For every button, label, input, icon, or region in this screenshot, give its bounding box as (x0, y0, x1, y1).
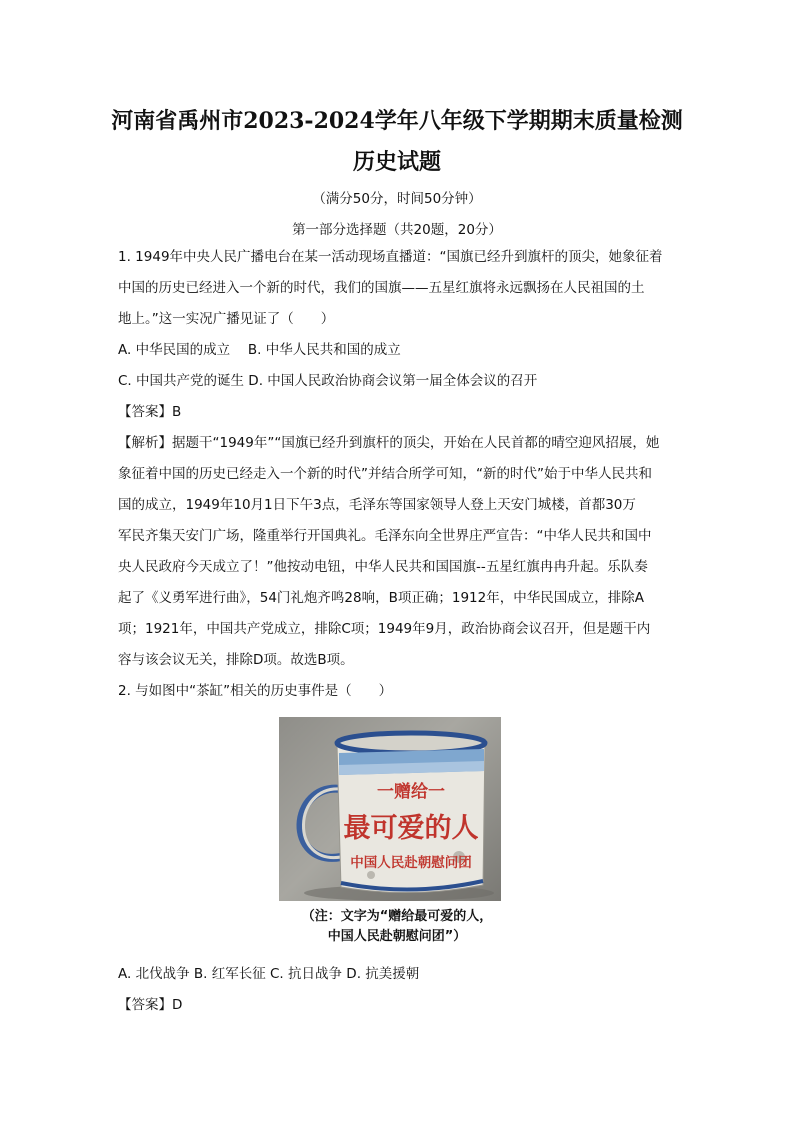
exam-title: 河南省禹州市2023-2024学年八年级下学期期末质量检测 (111, 108, 683, 134)
q1-analysis-line-4: 军民齐集天安门广场，隆重举行开国典礼。毛泽东向全世界庄严宣告：“中华人民共和国中 (118, 528, 652, 544)
q1-analysis-line-6: 起了《义勇军进行曲》，54门礼炮齐鸣28响，B项正确；1912年，中华民国成立，排除A (118, 590, 644, 606)
mug-text-line-3: 中国人民赴朝慰问团 (350, 855, 472, 871)
mug-illustration (279, 717, 501, 901)
q2-options: A. 北伐战争 B. 红军长征 C. 抗日战争 D. 抗美援朝 (118, 966, 420, 982)
mug-text-line-1: 一赠给一 (377, 782, 445, 802)
q1-analysis-line-3: 国的成立，1949年10月1日下午3点，毛泽东等国家领导人登上天安门城楼，首都30万 (118, 497, 636, 513)
mug-text-line-2: 最可爱的人 (343, 813, 479, 844)
q1-stem-line-3: 地上。”这一实况广播见证了（ ） (118, 311, 335, 327)
q2-answer: 【答案】D (118, 997, 183, 1013)
q1-analysis-line-5: 央人民政府今天成立了！”他按动电钮，中华人民共和国国旗--五星红旗冉冉升起。乐队奏 (118, 559, 648, 575)
q1-analysis-line-8: 容与该会议无关，排除D项。故选B项。 (118, 652, 354, 668)
score-info: （满分50分，时间50分钟） (312, 191, 482, 207)
enamel-mug-photo (279, 717, 501, 901)
q2-stem: 2. 与如图中“茶缸”相关的历史事件是（ ） (118, 683, 393, 699)
q1-analysis-line-7: 项；1921年，中国共产党成立，排除C项；1949年9月，政治协商会议召开，但是题干内 (118, 621, 651, 637)
q1-stem-line-2: 中国的历史已经进入一个新的时代，我们的国旗——五星红旗将永远飘扬在人民祖国的土 (118, 280, 645, 296)
q1-analysis-line-2: 象征着中国的历史已经走入一个新的时代”并结合所学可知，“新的时代”始于中华人民共和 (118, 466, 652, 482)
q1-analysis-line-1: 【解析】据题干“1949年”“国旗已经升到旗杆的顶尖，开始在人民首都的晴空迎风招展，她 (118, 435, 660, 451)
q1-options-ab: A. 中华民国的成立 B. 中华人民共和国的成立 (118, 342, 401, 358)
section-heading: 第一部分选择题（共20题，20分） (292, 222, 502, 238)
q1-stem-line-1: 1. 1949年中央人民广播电台在某一活动现场直播道：“国旗已经升到旗杆的顶尖，她象征着 (118, 249, 663, 265)
exam-subject: 历史试题 (352, 149, 441, 175)
q1-options-cd: C. 中国共产党的诞生 D. 中国人民政治协商会议第一届全体会议的召开 (118, 373, 538, 389)
figure-caption-line-1: （注：文字为“赠给最可爱的人， (301, 909, 493, 924)
figure-caption-line-2: 中国人民赴朝慰问团”） (327, 929, 467, 944)
q1-answer: 【答案】B (118, 404, 182, 420)
